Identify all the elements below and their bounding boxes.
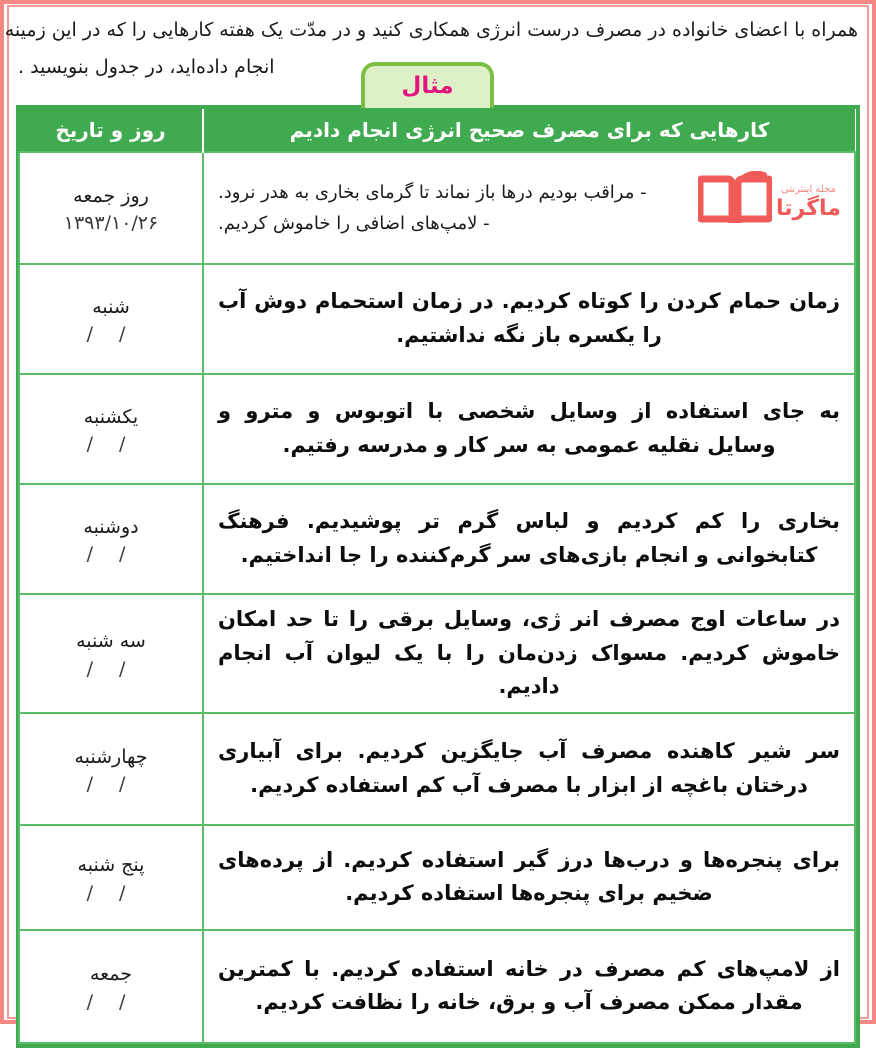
table-row xyxy=(19,930,855,1043)
task-answer-text: زمان حمام کردن را کوتاه کردیم. در زمان استحمام دوش آب را یکسره باز نگه نداشتیم. xyxy=(218,289,840,347)
table-row xyxy=(19,594,855,713)
table-header xyxy=(19,109,855,152)
table-cell-tasks xyxy=(203,930,855,1043)
example-tab xyxy=(361,62,494,108)
task-answer-text: به جای استفاده از وسایل شخصی با اتوبوس و مترو و وسایل نقلیه عمومی به سر کار و مدرسه رفتیم. xyxy=(218,399,840,457)
table-cell-day xyxy=(19,374,203,484)
watermark-subtitle: مجله اینترنتی xyxy=(780,183,836,195)
date-blank: / / xyxy=(86,543,136,566)
date-value: ۱۳۹۳/۱۰/۲۶ xyxy=(63,212,159,235)
table-cell-tasks xyxy=(203,152,855,264)
table-row xyxy=(19,713,855,825)
task-answer-text: سر شیر کاهنده مصرف آب جایگزین کردیم. برای آبیاری درختان باغچه از ابزار با مصرف آب کم استفاده کردیم. xyxy=(218,739,840,797)
table-cell-day xyxy=(19,713,203,825)
table-row xyxy=(19,152,855,264)
watermark-title: ماگرتا xyxy=(776,195,841,221)
table-body xyxy=(19,152,855,1043)
table-cell-tasks xyxy=(203,594,855,713)
table-cell-day xyxy=(19,594,203,713)
table-cell-tasks xyxy=(203,713,855,825)
day-name-label: شنبه xyxy=(92,295,130,318)
day-name-label: پنج شنبه xyxy=(77,854,145,877)
column-header-tasks: کارهایی که برای مصرف صحیح انرژی انجام دادیم xyxy=(203,109,855,152)
worksheet-table xyxy=(18,109,856,1044)
table-row xyxy=(19,825,855,930)
example-task-line: - لامپ‌های اضافی را خاموش کردیم. xyxy=(218,213,490,234)
task-answer-text: بخاری را کم کردیم و لباس گرم تر پوشیدیم. فرهنگ کتابخوانی و انجام بازی‌های سر گرم‌کننده را جا انداختیم. xyxy=(218,509,840,567)
example-tab-label: مثال xyxy=(401,72,454,99)
date-blank: / / xyxy=(86,881,136,904)
task-answer-text: از لامپ‌های کم مصرف در خانه استفاده کردیم. با کمترین مقدار ممکن مصرف آب و برق، خانه را نظافت کردیم. xyxy=(218,956,840,1015)
column-header-day: روز و تاریخ xyxy=(19,109,203,152)
table-row xyxy=(19,484,855,594)
table-cell-tasks xyxy=(203,484,855,594)
date-blank: / / xyxy=(86,773,136,796)
table-cell-tasks xyxy=(203,264,855,374)
date-blank: / / xyxy=(86,990,136,1013)
task-answer-text: در ساعات اوج مصرف انر ژی، وسایل برقی را تا حد امکان خاموش کردیم. مسواک زدن‌مان را با یک لیوان آب انجام دادیم. xyxy=(218,607,840,699)
day-name-label: دوشنبه xyxy=(83,515,139,538)
date-blank: / / xyxy=(86,323,136,346)
worksheet-table-container xyxy=(16,105,860,1048)
table-row xyxy=(19,374,855,484)
table-cell-day xyxy=(19,264,203,374)
table-cell-day xyxy=(19,484,203,594)
day-name-label: جمعه xyxy=(89,963,133,986)
table-cell-day xyxy=(19,825,203,930)
day-name-label: روز جمعه xyxy=(73,184,149,207)
day-name-label: سه شنبه xyxy=(76,630,146,653)
table-row xyxy=(19,264,855,374)
intro-line-2: انجام داده‌اید، در جدول بنویسید . xyxy=(18,56,275,79)
day-name-label: یکشنبه xyxy=(83,405,139,428)
task-answer-text: برای پنجره‌ها و درب‌ها درز گیر استفاده کردیم. از پرده‌های ضخیم برای پنجره‌ها استفاده کردیم. xyxy=(218,847,840,906)
table-cell-tasks xyxy=(203,374,855,484)
day-name-label: چهارشنبه xyxy=(74,745,148,768)
table-cell-day xyxy=(19,152,203,264)
table-cell-day xyxy=(19,930,203,1043)
example-task-line: - مراقب بودیم درها باز نماند تا گرمای بخاری به هدر نرود. xyxy=(218,181,647,203)
date-blank: / / xyxy=(86,657,136,680)
date-blank: / / xyxy=(86,433,136,456)
intro-line-1: همراه با اعضای خانواده در مصرف درست انرژی همکاری کنید و در مدّت یک هفته کارهایی را که در این زمینه xyxy=(4,19,858,41)
table-cell-tasks xyxy=(203,825,855,930)
table-header-row xyxy=(19,109,855,152)
